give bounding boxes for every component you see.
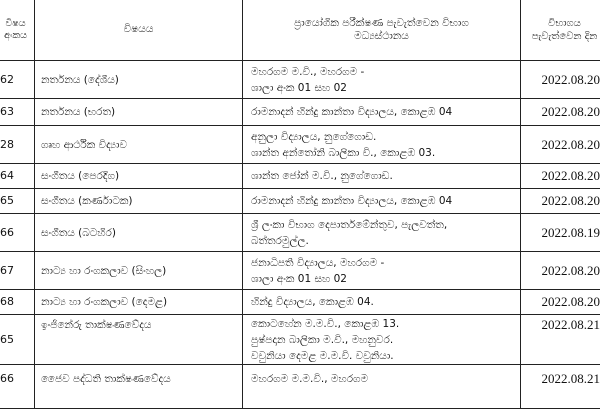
exam-date-cell: 2022.08.19 (521, 214, 600, 252)
subject-code-cell: 65 (0, 315, 35, 365)
subject-cell: නාට්‍ය හා රංගකලාව (සිංහල) (35, 252, 243, 290)
exam-centre-line: මහරගම ම.ම.වි., මහරගම (251, 371, 516, 387)
exam-date-cell: 2022.08.20 (521, 99, 600, 126)
subject-code-header-line1: විෂය (1, 18, 30, 30)
exam-centre-cell (243, 61, 521, 99)
exam-centre-header-line1: ප්‍රායෝගික පරීක්ෂණ පැවැත්වෙන විභාග (247, 17, 516, 30)
exam-centre-line: හින්දු විද්‍යාලය, කොළඹ 04. (251, 294, 516, 310)
exam-centre-cell (243, 252, 521, 290)
subject-cell: ජෛව පද්ධති තාක්ෂණවේදය (35, 365, 243, 409)
table-row (0, 61, 600, 99)
subject-cell: ඉංජිනේරු තාක්ෂණවේදය (35, 315, 243, 365)
subject-code-cell: 66 (0, 365, 35, 409)
exam-centre-line: රාමනාදන් හින්දු කාන්තා විද්‍යාලය, කොළඹ 04 (251, 104, 516, 120)
exam-date-cell: 2022.08.21 (521, 315, 600, 365)
exam-centre-line: ජනාධිපති විද්‍යාලය, මහරගම - (251, 255, 516, 271)
exam-centre-line: ශාන්ත ජෝන් ම.වි., නුගේගොඩ. (251, 168, 516, 184)
exam-centre-line: පුෂ්පදාන බාලිකා ම.වි., මහනුවර. (251, 332, 516, 348)
exam-centre-cell (243, 315, 521, 365)
exam-date-cell: 2022.08.20 (521, 61, 600, 99)
exam-centre-cell (243, 164, 521, 189)
exam-centre-line: කොටහේන ම.ම.වි., කොළඹ 13. (251, 316, 516, 332)
exam-date-cell: 2022.08.20 (521, 189, 600, 214)
exam-centre-line: රාමනාදන් හින්දු කාන්තා විද්‍යාලය, කොළඹ 04 (251, 193, 516, 209)
subject-cell: සංගීතය (පෙරදිග) (35, 164, 243, 189)
table-row (0, 365, 600, 409)
exam-centre-cell (243, 365, 521, 409)
exam-centre-line: ශාලා අංක 01 සහ 02 (251, 80, 516, 96)
table-row (0, 290, 600, 315)
subject-code-cell: 64 (0, 164, 35, 189)
exam-date-header-line2: පැවැත්වෙන දින (525, 30, 600, 43)
subject-cell: නර්තනය (භරත) (35, 99, 243, 126)
exam-centre-cell (243, 99, 521, 126)
exam-date-cell: 2022.08.20 (521, 164, 600, 189)
exam-centre-line: අනුලා විද්‍යාලය, නුගේගොඩ. (251, 129, 516, 145)
exam-date-cell: 2022.08.20 (521, 290, 600, 315)
table-row (0, 126, 600, 164)
exam-centre-cell (243, 214, 521, 252)
exam-centre-cell (243, 189, 521, 214)
subject-code-header (0, 0, 35, 61)
subject-cell: ගෘහ ආර්ථික විද්‍යාව (35, 126, 243, 164)
exam-centre-header (243, 0, 521, 61)
subject-code-cell: 68 (0, 290, 35, 315)
exam-date-header (521, 0, 600, 61)
subject-cell: සංගීතය (බටහිර) (35, 214, 243, 252)
subject-code-cell: 63 (0, 99, 35, 126)
table-row (0, 99, 600, 126)
subject-cell: නාට්‍ය හා රංගකලාව (දෙමළ) (35, 290, 243, 315)
subject-code-cell: 67 (0, 252, 35, 290)
table-row (0, 189, 600, 214)
exam-date-header-line1: විභාගය (525, 17, 600, 30)
subject-code-cell: 66 (0, 214, 35, 252)
exam-date-cell: 2022.08.21 (521, 365, 600, 409)
exam-centre-line: ශාන්ත අන්තෝනි බාලිකා වි., කොළඹ 03. (251, 145, 516, 161)
exam-centre-cell (243, 126, 521, 164)
subject-code-cell: 65 (0, 189, 35, 214)
subject-code-header-line2: අංකය (1, 30, 30, 42)
exam-centre-cell (243, 290, 521, 315)
subject-cell: නර්තනය (දේශීය) (35, 61, 243, 99)
exam-centre-header-line2: මධ්‍යස්ථානය (247, 30, 516, 43)
subject-header: විෂයය (35, 0, 243, 61)
exam-centre-line: මහරගම ම.වි., මහරගම - (251, 64, 516, 80)
table-row (0, 252, 600, 290)
exam-centre-line: ශ්‍රී ලංකා විභාග දෙපාර්තමේන්තුව, පැලවත්ත, (251, 217, 516, 233)
exam-centre-line: බත්තරමුල්ල. (251, 233, 516, 249)
subject-code-cell: 62 (0, 61, 35, 99)
exam-centre-line: ශාලා අංක 01 සහ 02 (251, 271, 516, 287)
table-row (0, 315, 600, 365)
table-header-row (0, 0, 600, 61)
exam-date-cell: 2022.08.20 (521, 126, 600, 164)
exam-date-cell: 2022.08.20 (521, 252, 600, 290)
subject-cell: සංගීතය (කර්ණාටක) (35, 189, 243, 214)
table-row (0, 214, 600, 252)
subject-code-cell: 28 (0, 126, 35, 164)
exam-centre-line: වවුනියා දෙමළ ම.ම.වි. වවුනියා. (251, 348, 516, 364)
table-row (0, 164, 600, 189)
